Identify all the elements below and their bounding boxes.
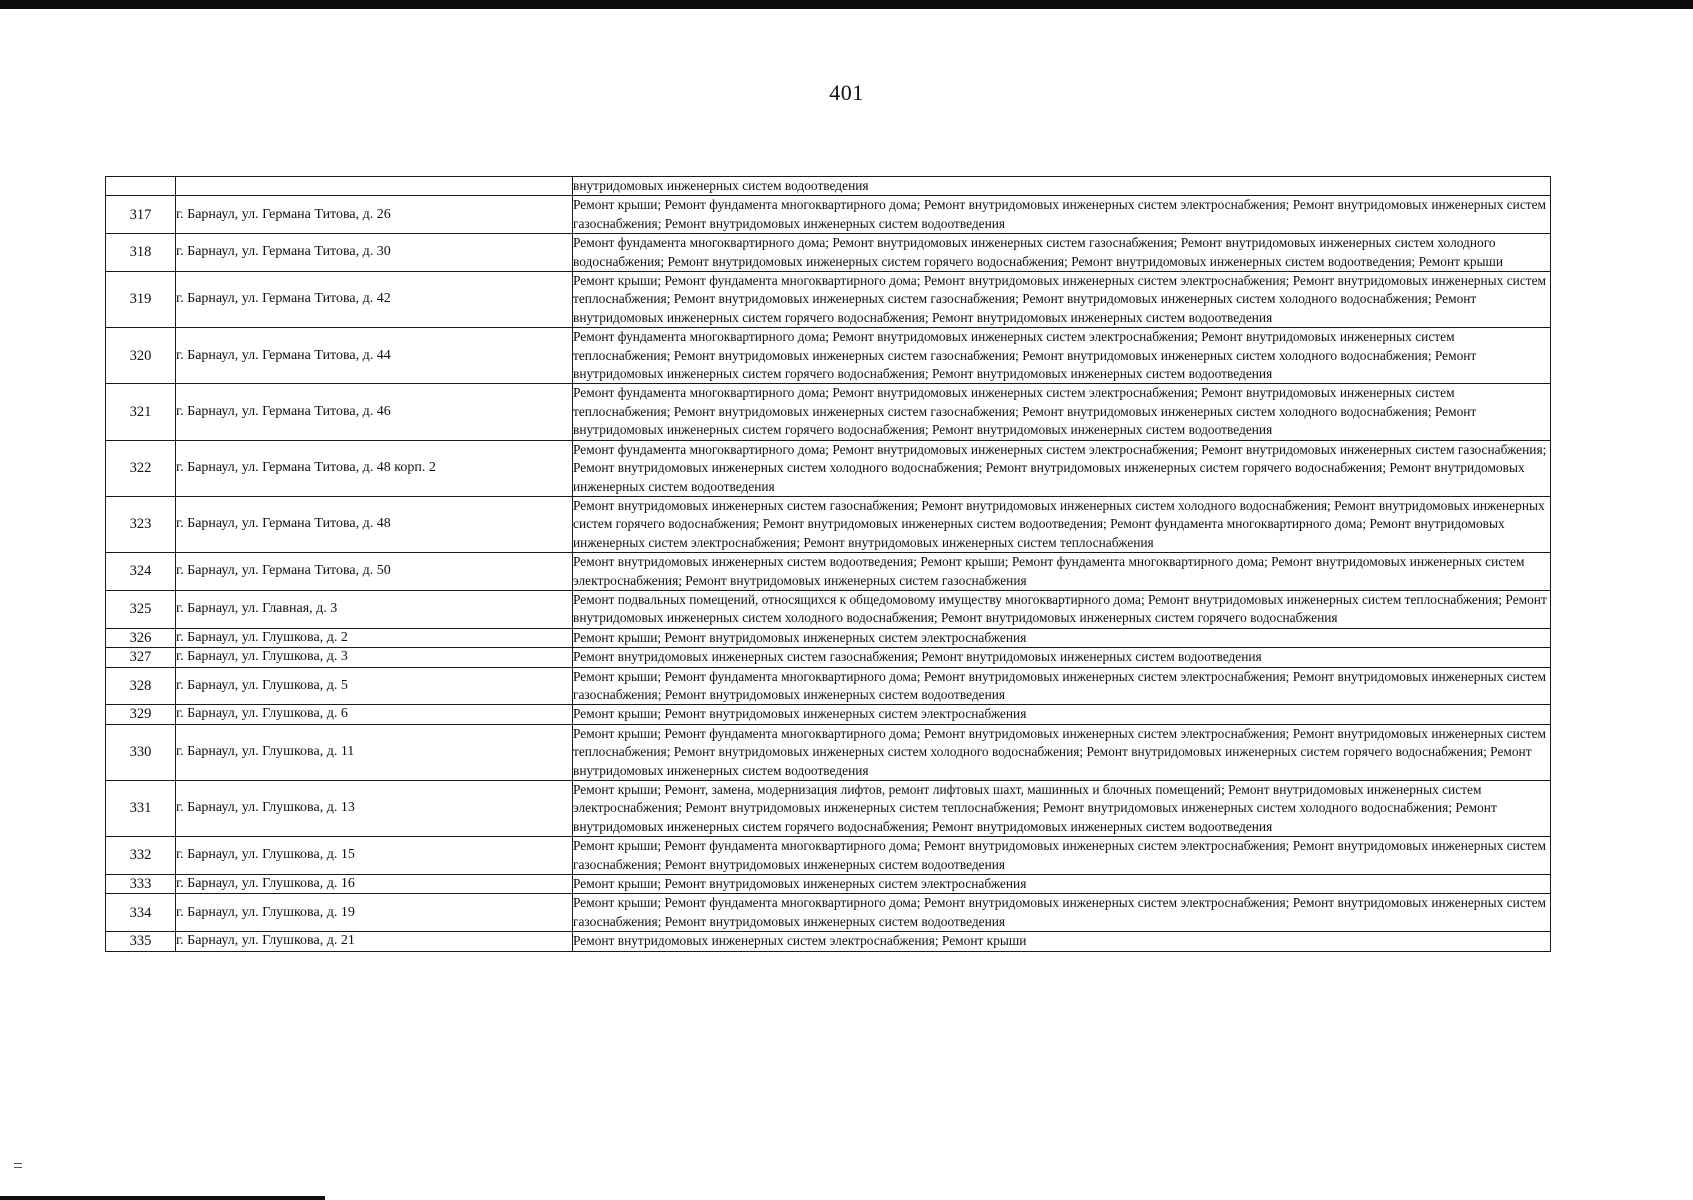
table-row	[106, 894, 1551, 932]
works-cell: Ремонт внутридомовых инженерных систем электроснабжения; Ремонт крыши	[573, 932, 1551, 951]
scan-border-bottom	[0, 1196, 325, 1200]
row-number-cell	[106, 177, 176, 196]
works-cell: Ремонт крыши; Ремонт фундамента многоквартирного дома; Ремонт внутридомовых инженерных систем электроснабжения; Ремонт внутридомовых инженерных систем газоснабжения; Ремонт внутридомовых инженерных систем водоотведения	[573, 894, 1551, 932]
table-row-continuation	[106, 177, 1551, 196]
page-number: 401	[829, 80, 864, 105]
table-row	[106, 234, 1551, 272]
works-cell: Ремонт крыши; Ремонт фундамента многоквартирного дома; Ремонт внутридомовых инженерных систем электроснабжения; Ремонт внутридомовых инженерных систем теплоснабжения; Ремонт внутридомовых инженерных систем газоснабжения; Ремонт внутридомовых инженерных систем холодного водоснабжения; Ремонт внутридомовых инженерных систем горячего водоснабжения; Ремонт внутридомовых инженерных систем водоотведения	[573, 272, 1551, 328]
table-row	[106, 384, 1551, 440]
address-cell: г. Барнаул, ул. Германа Титова, д. 48 корп. 2	[176, 440, 573, 496]
works-cell: Ремонт крыши; Ремонт внутридомовых инженерных систем электроснабжения	[573, 875, 1551, 894]
row-number-cell: 329	[106, 705, 176, 724]
scan-artifact-mark	[14, 1163, 22, 1175]
row-number-cell: 317	[106, 196, 176, 234]
address-cell: г. Барнаул, ул. Глушкова, д. 21	[176, 932, 573, 951]
works-cell: Ремонт крыши; Ремонт внутридомовых инженерных систем электроснабжения	[573, 628, 1551, 647]
address-cell: г. Барнаул, ул. Германа Титова, д. 44	[176, 328, 573, 384]
works-cell: Ремонт крыши; Ремонт, замена, модернизация лифтов, ремонт лифтовых шахт, машинных и блочных помещений; Ремонт внутридомовых инженерных систем электроснабжения; Ремонт внутридомовых инженерных систем теплоснабжения; Ремонт внутридомовых инженерных систем холодного водоснабжения; Ремонт внутридомовых инженерных систем горячего водоснабжения; Ремонт внутридомовых инженерных систем водоотведения	[573, 781, 1551, 837]
address-cell: г. Барнаул, ул. Глушкова, д. 3	[176, 648, 573, 667]
row-number-cell: 323	[106, 496, 176, 552]
row-number-cell: 319	[106, 272, 176, 328]
table-row	[106, 724, 1551, 780]
row-number-cell: 334	[106, 894, 176, 932]
address-cell: г. Барнаул, ул. Германа Титова, д. 48	[176, 496, 573, 552]
table-row	[106, 667, 1551, 705]
works-cell: Ремонт фундамента многоквартирного дома; Ремонт внутридомовых инженерных систем газоснабжения; Ремонт внутридомовых инженерных систем холодного водоснабжения; Ремонт внутридомовых инженерных систем горячего водоснабжения; Ремонт внутридомовых инженерных систем водоотведения; Ремонт крыши	[573, 234, 1551, 272]
row-number-cell: 330	[106, 724, 176, 780]
works-cell: Ремонт крыши; Ремонт фундамента многоквартирного дома; Ремонт внутридомовых инженерных систем электроснабжения; Ремонт внутридомовых инженерных систем газоснабжения; Ремонт внутридомовых инженерных систем водоотведения	[573, 667, 1551, 705]
works-cell: Ремонт крыши; Ремонт фундамента многоквартирного дома; Ремонт внутридомовых инженерных систем электроснабжения; Ремонт внутридомовых инженерных систем теплоснабжения; Ремонт внутридомовых инженерных систем холодного водоснабжения; Ремонт внутридомовых инженерных систем горячего водоснабжения; Ремонт внутридомовых инженерных систем водоотведения	[573, 724, 1551, 780]
address-cell	[176, 177, 573, 196]
works-cell: внутридомовых инженерных систем водоотведения	[573, 177, 1551, 196]
address-cell: г. Барнаул, ул. Глушкова, д. 19	[176, 894, 573, 932]
address-cell: г. Барнаул, ул. Германа Титова, д. 26	[176, 196, 573, 234]
table-row	[106, 628, 1551, 647]
table-row	[106, 781, 1551, 837]
address-cell: г. Барнаул, ул. Глушкова, д. 5	[176, 667, 573, 705]
address-cell: г. Барнаул, ул. Глушкова, д. 11	[176, 724, 573, 780]
works-cell: Ремонт подвальных помещений, относящихся к общедомовому имуществу многоквартирного дома; Ремонт внутридомовых инженерных систем теплоснабжения; Ремонт внутридомовых инженерных систем холодного водоснабжения; Ремонт внутридомовых инженерных систем горячего водоснабжения	[573, 590, 1551, 628]
table-row	[106, 196, 1551, 234]
address-cell: г. Барнаул, ул. Германа Титова, д. 46	[176, 384, 573, 440]
table-row	[106, 837, 1551, 875]
table-row	[106, 705, 1551, 724]
row-number-cell: 324	[106, 553, 176, 591]
address-cell: г. Барнаул, ул. Германа Титова, д. 42	[176, 272, 573, 328]
table-body	[106, 177, 1551, 952]
works-cell: Ремонт фундамента многоквартирного дома; Ремонт внутридомовых инженерных систем электроснабжения; Ремонт внутридомовых инженерных систем теплоснабжения; Ремонт внутридомовых инженерных систем газоснабжения; Ремонт внутридомовых инженерных систем холодного водоснабжения; Ремонт внутридомовых инженерных систем горячего водоснабжения; Ремонт внутридомовых инженерных систем водоотведения	[573, 328, 1551, 384]
table-row	[106, 272, 1551, 328]
table-row	[106, 590, 1551, 628]
table-row	[106, 875, 1551, 894]
scan-border-top	[0, 0, 1693, 9]
address-cell: г. Барнаул, ул. Главная, д. 3	[176, 590, 573, 628]
table-row	[106, 932, 1551, 951]
row-number-cell: 328	[106, 667, 176, 705]
row-number-cell: 318	[106, 234, 176, 272]
works-cell: Ремонт внутридомовых инженерных систем газоснабжения; Ремонт внутридомовых инженерных систем холодного водоснабжения; Ремонт внутридомовых инженерных систем горячего водоснабжения; Ремонт внутридомовых инженерных систем водоотведения; Ремонт фундамента многоквартирного дома; Ремонт внутридомовых инженерных систем электроснабжения; Ремонт внутридомовых инженерных систем теплоснабжения	[573, 496, 1551, 552]
row-number-cell: 332	[106, 837, 176, 875]
works-cell: Ремонт внутридомовых инженерных систем водоотведения; Ремонт крыши; Ремонт фундамента многоквартирного дома; Ремонт внутридомовых инженерных систем электроснабжения; Ремонт внутридомовых инженерных систем газоснабжения	[573, 553, 1551, 591]
address-cell: г. Барнаул, ул. Глушкова, д. 15	[176, 837, 573, 875]
address-cell: г. Барнаул, ул. Глушкова, д. 6	[176, 705, 573, 724]
row-number-cell: 321	[106, 384, 176, 440]
row-number-cell: 333	[106, 875, 176, 894]
table-row	[106, 648, 1551, 667]
works-cell: Ремонт фундамента многоквартирного дома; Ремонт внутридомовых инженерных систем электроснабжения; Ремонт внутридомовых инженерных систем теплоснабжения; Ремонт внутридомовых инженерных систем газоснабжения; Ремонт внутридомовых инженерных систем холодного водоснабжения; Ремонт внутридомовых инженерных систем горячего водоснабжения; Ремонт внутридомовых инженерных систем водоотведения	[573, 384, 1551, 440]
row-number-cell: 320	[106, 328, 176, 384]
works-cell: Ремонт крыши; Ремонт фундамента многоквартирного дома; Ремонт внутридомовых инженерных систем электроснабжения; Ремонт внутридомовых инженерных систем газоснабжения; Ремонт внутридомовых инженерных систем водоотведения	[573, 196, 1551, 234]
row-number-cell: 322	[106, 440, 176, 496]
address-cell: г. Барнаул, ул. Германа Титова, д. 50	[176, 553, 573, 591]
works-cell: Ремонт внутридомовых инженерных систем газоснабжения; Ремонт внутридомовых инженерных систем водоотведения	[573, 648, 1551, 667]
table-row	[106, 496, 1551, 552]
address-cell: г. Барнаул, ул. Германа Титова, д. 30	[176, 234, 573, 272]
address-cell: г. Барнаул, ул. Глушкова, д. 13	[176, 781, 573, 837]
table-row	[106, 553, 1551, 591]
repair-register-table	[105, 176, 1551, 952]
works-cell: Ремонт крыши; Ремонт фундамента многоквартирного дома; Ремонт внутридомовых инженерных систем электроснабжения; Ремонт внутридомовых инженерных систем газоснабжения; Ремонт внутридомовых инженерных систем водоотведения	[573, 837, 1551, 875]
row-number-cell: 335	[106, 932, 176, 951]
address-cell: г. Барнаул, ул. Глушкова, д. 16	[176, 875, 573, 894]
address-cell: г. Барнаул, ул. Глушкова, д. 2	[176, 628, 573, 647]
table-row	[106, 440, 1551, 496]
row-number-cell: 326	[106, 628, 176, 647]
works-cell: Ремонт крыши; Ремонт внутридомовых инженерных систем электроснабжения	[573, 705, 1551, 724]
row-number-cell: 327	[106, 648, 176, 667]
works-cell: Ремонт фундамента многоквартирного дома; Ремонт внутридомовых инженерных систем электроснабжения; Ремонт внутридомовых инженерных систем газоснабжения; Ремонт внутридомовых инженерных систем холодного водоснабжения; Ремонт внутридомовых инженерных систем горячего водоснабжения; Ремонт внутридомовых инженерных систем водоотведения	[573, 440, 1551, 496]
row-number-cell: 331	[106, 781, 176, 837]
row-number-cell: 325	[106, 590, 176, 628]
table-row	[106, 328, 1551, 384]
